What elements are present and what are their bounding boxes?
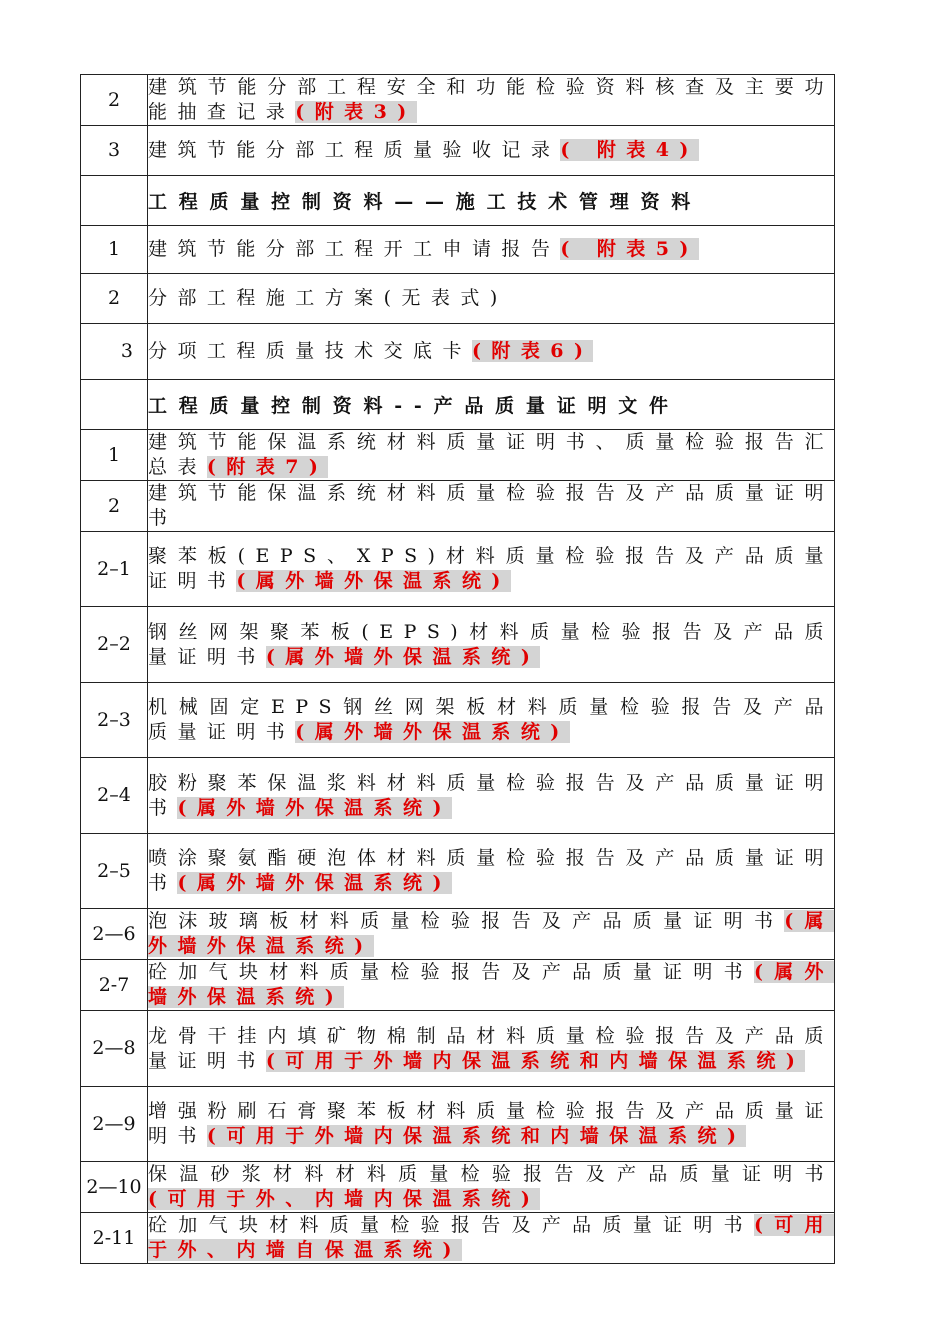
item-note: (属外墙外保温系统)	[265, 645, 541, 668]
row-text	[148, 481, 835, 532]
item-note: (可用于外墙内保温系统和内墙保温系统)	[206, 1125, 747, 1147]
row-text	[148, 226, 835, 274]
row-number: 2-11	[81, 1213, 148, 1264]
row-number: 3	[81, 126, 148, 176]
row-number: 2-7	[81, 960, 148, 1011]
item-text: 分部工程施工方案(无表式)	[148, 287, 508, 309]
item-text: 增强粉刷石膏聚苯板材料质量检验报告及产品质量证明书	[148, 1100, 834, 1147]
row-text	[148, 274, 835, 324]
item-note: (属外墙外保温系统)	[236, 570, 511, 592]
row-text	[148, 683, 835, 758]
item-text: 建筑节能分部工程质量验收记录	[148, 139, 561, 161]
row-number: 2	[81, 75, 148, 126]
item-text: 胶粉聚苯保温浆料材料质量检验报告及产品质量证明书	[148, 771, 834, 819]
row-text	[148, 430, 835, 481]
item-note: (属外墙外保温系统)	[177, 872, 452, 894]
item-note: (附表3)	[295, 101, 417, 123]
table-row	[81, 1213, 835, 1264]
row-number: 2–3	[81, 683, 148, 758]
row-text	[148, 960, 835, 1011]
table-row	[81, 324, 835, 380]
item-note: (属外墙外保温系统)	[148, 961, 834, 1008]
item-note: (附表6)	[471, 340, 594, 362]
item-note: (可用于外、内墙自保温系统)	[148, 1214, 834, 1261]
row-number	[81, 176, 148, 226]
table-row	[81, 909, 835, 960]
row-text	[148, 324, 835, 380]
item-note: (可用于外墙内保温系统和内墙保温系统)	[265, 1049, 806, 1072]
item-text: 建筑节能分部工程开工申请报告	[148, 238, 561, 260]
document-table	[80, 74, 835, 1264]
item-text: 建筑节能保温系统材料质量检验报告及产品质量证明书	[148, 482, 834, 529]
row-number: 1	[81, 430, 148, 481]
table-row	[81, 758, 835, 834]
item-text: 钢丝网架聚苯板(EPS)材料质量检验报告及产品质量证明书	[148, 620, 834, 668]
row-number: 2–4	[81, 758, 148, 834]
row-number: 2–5	[81, 834, 148, 909]
item-note: ( 附表5)	[560, 238, 699, 260]
table-row	[81, 274, 835, 324]
item-text: 机械固定EPS钢丝网架板材料质量检验报告及产品质量证明书	[148, 696, 834, 743]
row-text	[148, 126, 835, 176]
table-row	[81, 834, 835, 909]
table-row	[81, 481, 835, 532]
table-row	[81, 1087, 835, 1162]
row-text	[148, 834, 835, 909]
item-text: 砼加气块材料质量检验报告及产品质量证明书	[148, 961, 754, 983]
row-text	[148, 532, 835, 607]
item-note: (附表7)	[206, 456, 329, 478]
row-number: 2	[81, 481, 148, 532]
row-text	[148, 75, 835, 126]
item-text: 分项工程质量技术交底卡	[148, 340, 472, 362]
item-note: (属外墙外保温系统)	[148, 910, 835, 957]
item-text: 喷涂聚氨酯硬泡体材料质量检验报告及产品质量证明书	[148, 847, 834, 894]
row-number: 2	[81, 274, 148, 324]
row-number: 2—10	[81, 1162, 148, 1213]
row-number	[81, 380, 148, 430]
table-row	[81, 607, 835, 683]
table-row	[81, 126, 835, 176]
table-row	[81, 960, 835, 1011]
row-text	[148, 1011, 835, 1087]
item-note: (属外墙外保温系统)	[295, 721, 570, 743]
section-heading-row	[81, 176, 835, 226]
table-row	[81, 1011, 835, 1087]
row-number: 2—9	[81, 1087, 148, 1162]
row-number: 3	[81, 324, 148, 380]
item-text: 保温砂浆材料材料质量检验报告及产品质量证明书	[148, 1163, 834, 1185]
row-number: 2–1	[81, 532, 148, 607]
section-heading-row	[81, 380, 835, 430]
section-heading: 工程质量控制资料——施工技术管理资料	[148, 176, 835, 226]
item-text: 龙骨干挂内填矿物棉制品材料质量检验报告及产品质量证明书	[148, 1024, 834, 1072]
row-text	[148, 607, 835, 683]
row-text	[148, 1087, 835, 1162]
item-text: 聚苯板(EPS、XPS)材料质量检验报告及产品质量证明书	[148, 545, 834, 592]
item-note: ( 附表4)	[560, 139, 699, 161]
row-text	[148, 1213, 835, 1264]
item-text: 建筑节能保温系统材料质量证明书、质量检验报告汇总表	[148, 431, 834, 478]
item-text: 砼加气块材料质量检验报告及产品质量证明书	[148, 1214, 754, 1236]
item-note: (属外墙外保温系统)	[177, 796, 452, 819]
table-row	[81, 532, 835, 607]
table-row	[81, 430, 835, 481]
row-number: 2–2	[81, 607, 148, 683]
row-number: 2—6	[81, 909, 148, 960]
row-text	[148, 909, 835, 960]
section-heading: 工程质量控制资料--产品质量证明文件	[148, 380, 835, 430]
row-number: 2—8	[81, 1011, 148, 1087]
row-text	[148, 1162, 835, 1213]
row-number: 1	[81, 226, 148, 274]
table-row	[81, 226, 835, 274]
table-row	[81, 683, 835, 758]
item-text: 建筑节能分部工程安全和功能检验资料核查及主要功能抽查记录	[148, 76, 834, 123]
table-row	[81, 75, 835, 126]
row-text	[148, 758, 835, 834]
table-row	[81, 1162, 835, 1213]
item-note: (可用于外、内墙内保温系统)	[148, 1188, 541, 1210]
item-text: 泡沫玻璃板材料质量检验报告及产品质量证明书	[148, 910, 785, 932]
